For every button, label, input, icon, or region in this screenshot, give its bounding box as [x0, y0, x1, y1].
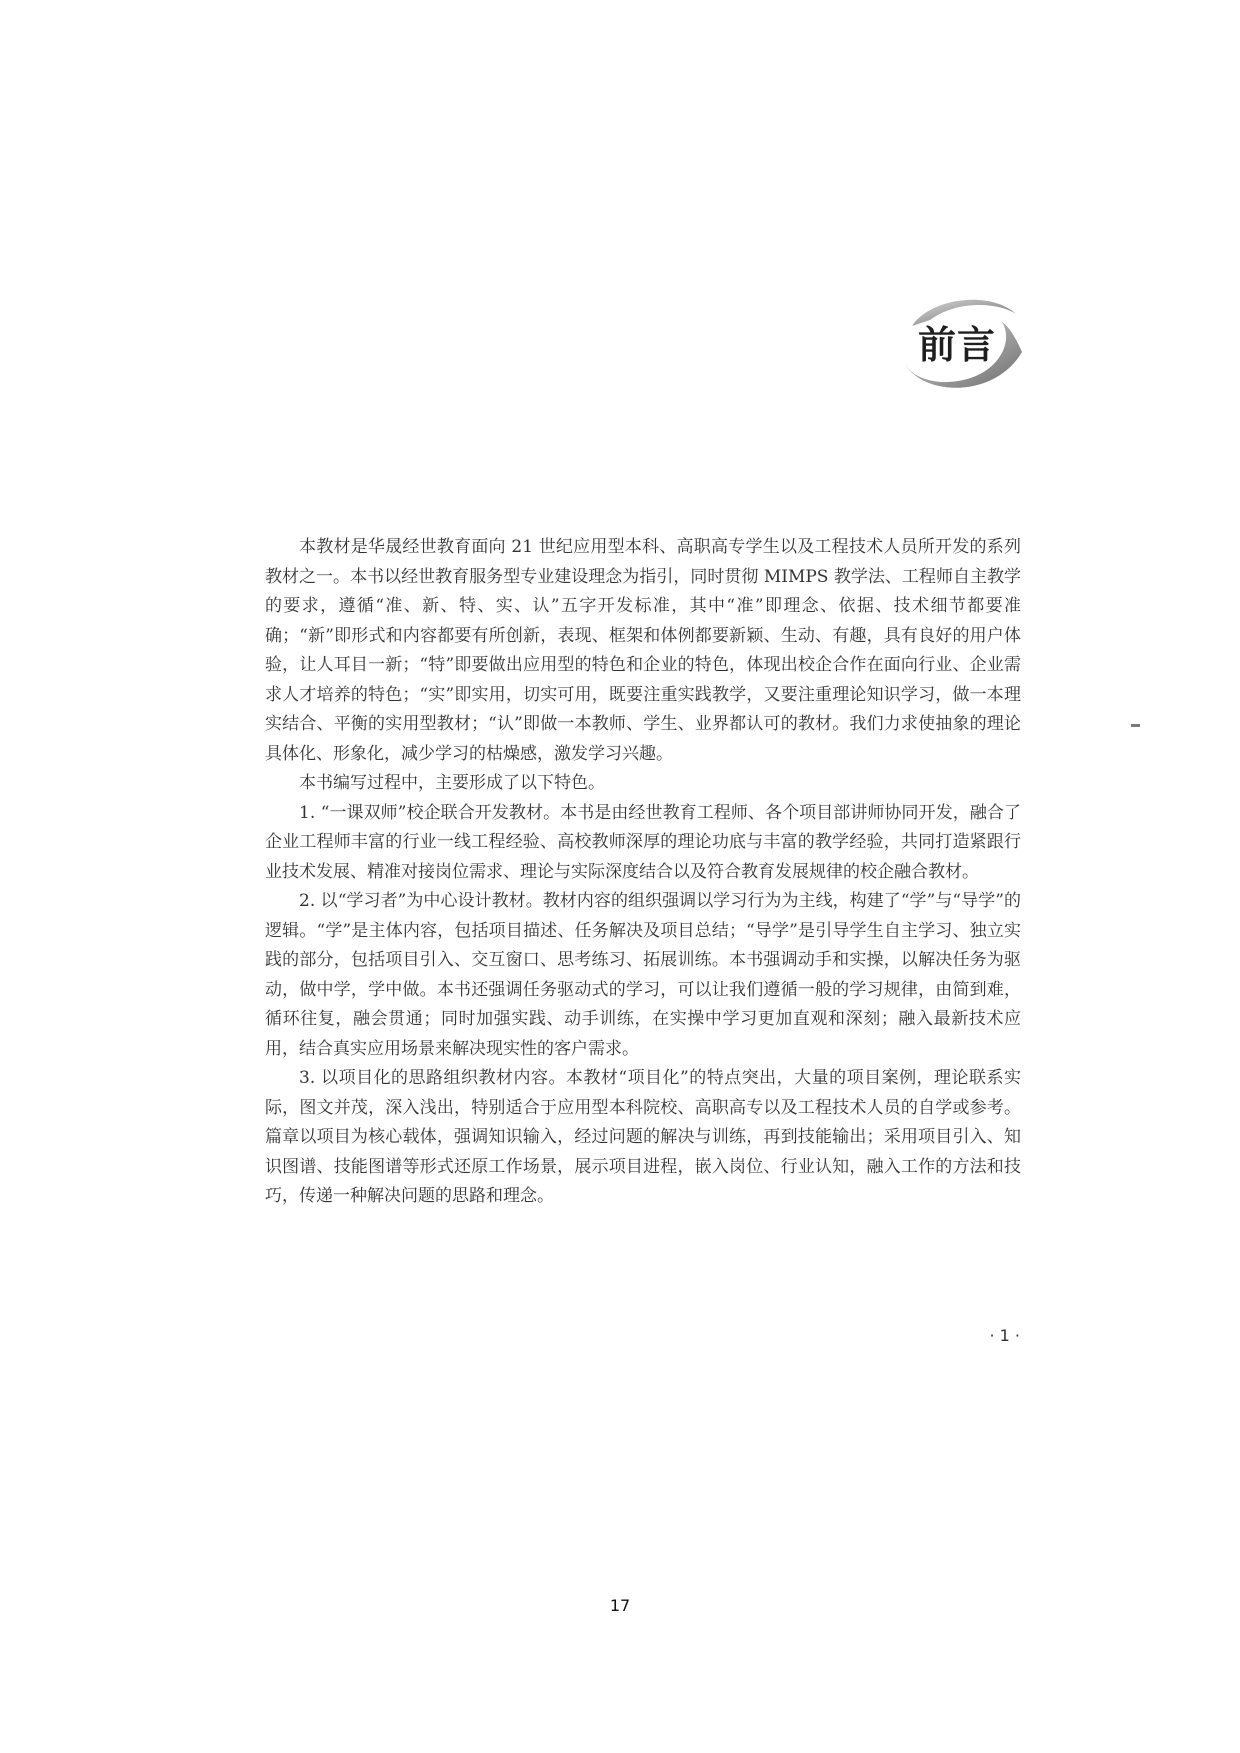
- paragraph: 本书编写过程中，主要形成了以下特色。: [299, 773, 605, 793]
- paragraph: 2. 以“学习者”为中心设计教材。教材内容的组织强调以学习行为为主线，构建了“学”与“导学”的逻辑。“学”是主体内容，包括项目描述、任务解决及项目总结；“导学”是引导学生自主学习、独立实践的部分，包括项目引入、交互窗口、思考练习、拓展训练。本书强调动手和实操，以解决任务为驱动，做中学，学中做。本书还强调任务驱动式的学习，可以让我们遵循一般的学习规律，由简到难，循环往复，融会贯通；同时加强实践、动手训练，在实操中学习更加直观和深刻；融入最新技术应用，结合真实应用场景来解决现实性的客户需求。: [265, 891, 1021, 1059]
- paragraph: 本教材是华晟经世教育面向 21 世纪应用型本科、高职高专学生以及工程技术人员所开发的系列教材之一。本书以经世教育服务型专业建设理念为指引，同时贯彻 MIMPS 教学法、工程师自主教学的要求，遵循“准、新、特、实、认”五字开发标准，其中“准”即理念、依据、技术细节都要准确；“新”即形式和内容都要有所创新，表现、框架和体例都要新颖、生动、有趣，具有良好的用户体验，让人耳目一新；“特”即要做出应用型的特色和企业的特色，体现出校企合作在面向行业、企业需求人才培养的特色；“实”即实用，切实可用，既要注重实践教学，又要注重理论知识学习，做一本理实结合、平衡的实用型教材；“认”即做一本教师、学生、业界都认可的教材。我们力求使抽象的理论具体化、形象化，减少学习的枯燥感，激发学习兴趣。: [265, 537, 1021, 764]
- page-number: 17: [609, 1596, 631, 1615]
- paragraph: 3. 以项目化的思路组织教材内容。本教材“项目化”的特点突出，大量的项目案例，理论联系实际，图文并茂，深入浅出，特别适合于应用型本科院校、高职高专以及工程技术人员的自学或参考。篇章以项目为核心载体，强调知识输入，经过问题的解决与训练，再到技能输出；采用项目引入、知识图谱、技能图谱等形式还原工作场景，展示项目进程，嵌入岗位、行业认知，融入工作的方法和技巧，传递一种解决问题的思路和理念。: [265, 1068, 1021, 1206]
- page-title: 前言: [918, 323, 997, 367]
- margin-mark: [1131, 724, 1140, 727]
- inner-page-number: · 1 ·: [989, 1326, 1020, 1345]
- body-text: [265, 533, 1021, 1212]
- heading-badge: [890, 292, 1030, 402]
- paragraph: 1. “一课双师”校企联合开发教材。本书是由经世教育工程师、各个项目部讲师协同开发，融合了企业工程师丰富的行业一线工程经验、高校教师深厚的理论功底与丰富的教学经验，共同打造紧跟行业技术发展、精准对接岗位需求、理论与实际深度结合以及符合教育发展规律的校企融合教材。: [265, 802, 1021, 882]
